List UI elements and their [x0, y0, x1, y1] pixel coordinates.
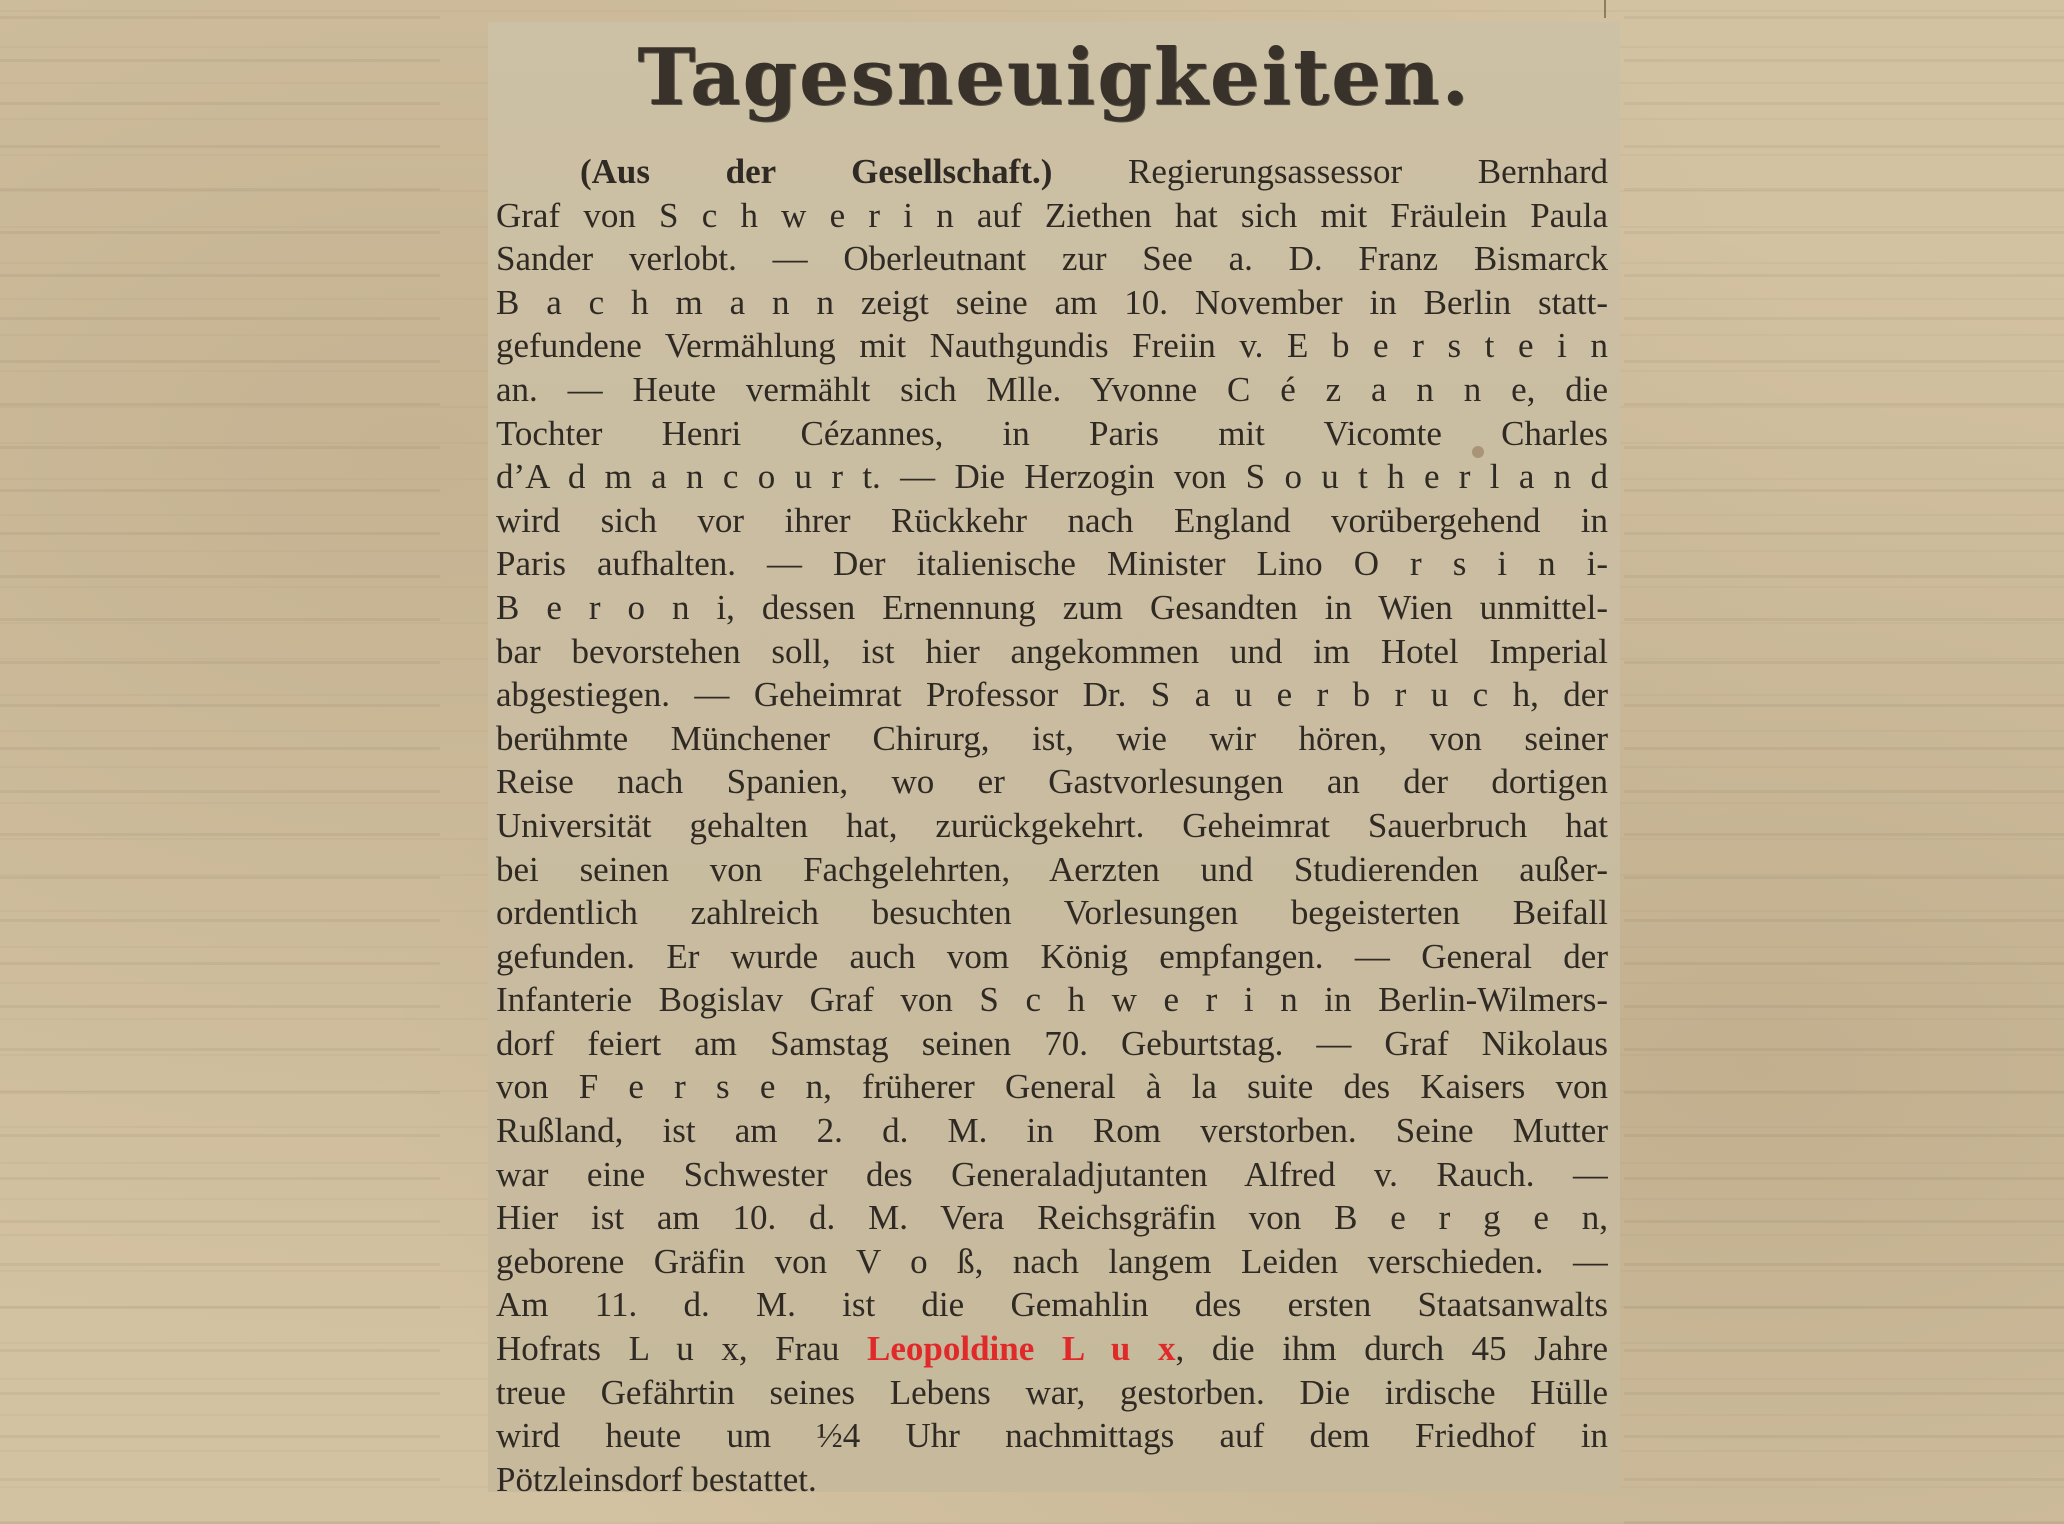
line-text: Am 11. d. M. ist die Gemahlin des ersten Staatsanwalts	[496, 1285, 1608, 1325]
text-line	[496, 499, 1608, 543]
text-line	[496, 542, 1608, 586]
text-line	[496, 804, 1608, 848]
text-line	[496, 848, 1608, 892]
text-line	[496, 1065, 1608, 1109]
text-line	[496, 194, 1608, 238]
text-line	[496, 1371, 1608, 1415]
line-text: Pötzleinsdorf bestattet.	[496, 1459, 817, 1499]
text-line	[496, 1414, 1608, 1458]
line-text: , die ihm durch 45 Jahre	[1175, 1329, 1608, 1369]
text-line	[496, 673, 1608, 717]
line-text: gefundene Vermählung mit Nauthgundis Freiin v. E b e r s t e i n	[496, 326, 1608, 366]
line-text: Reise nach Spanien, wo er Gastvorlesungen an der dortigen	[496, 762, 1608, 802]
line-text: B a c h m a n n zeigt seine am 10. November in Berlin statt-	[496, 282, 1608, 322]
article-body	[496, 150, 1608, 1501]
column-rule	[1604, 0, 1606, 18]
text-line	[496, 978, 1608, 1022]
line-text: B e r o n i, dessen Ernennung zum Gesandten in Wien unmittel-	[496, 587, 1608, 627]
highlighted-name: Leopoldine L u x	[867, 1329, 1176, 1369]
text-line	[496, 1109, 1608, 1153]
text-line	[496, 237, 1608, 281]
line-text: Universität gehalten hat, zurückgekehrt. Geheimrat Sauerbruch hat	[496, 805, 1608, 845]
line-text: Rußland, ist am 2. d. M. in Rom verstorben. Seine Mutter	[496, 1111, 1608, 1151]
text-line	[496, 717, 1608, 761]
line-text: gefunden. Er wurde auch vom König empfangen. — General der	[496, 936, 1608, 976]
line-text: ordentlich zahlreich besuchten Vorlesungen begeisterten Beifall	[496, 893, 1608, 933]
text-line	[496, 1283, 1608, 1327]
line-text: bei seinen von Fachgelehrten, Aerzten und Studierenden außer-	[496, 849, 1608, 889]
faded-adjacent-column-right	[1624, 0, 2064, 1524]
text-line	[496, 150, 1608, 194]
line-text: bar bevorstehen soll, ist hier angekommen und im Hotel Imperial	[496, 631, 1608, 671]
line-text: berühmte Münchener Chirurg, ist, wie wir hören, von seiner	[496, 718, 1608, 758]
text-line	[496, 455, 1608, 499]
text-line	[496, 935, 1608, 979]
faded-adjacent-column-left	[0, 0, 440, 1524]
line-prefix: Hofrats L u x, Frau	[496, 1329, 867, 1369]
line-text: Tochter Henri Cézannes, in Paris mit Vicomte Charles	[496, 413, 1608, 453]
line-text: Regierungsassessor Bernhard	[1052, 152, 1608, 191]
text-line	[496, 368, 1608, 412]
line-text: treue Gefährtin seines Lebens war, gestorben. Die irdische Hülle	[496, 1372, 1608, 1412]
line-text: abgestiegen. — Geheimrat Professor Dr. S a u e r b r u c h, der	[496, 675, 1608, 715]
text-line	[496, 1022, 1608, 1066]
line-text: Hier ist am 10. d. M. Vera Reichsgräfin von B e r g e n,	[496, 1198, 1608, 1238]
line-text: d’A d m a n c o u r t. — Die Herzogin von S o u t h e r l a n d	[496, 457, 1608, 497]
text-line	[496, 630, 1608, 674]
article-clipping	[488, 22, 1620, 1499]
line-text: dorf feiert am Samstag seinen 70. Geburtstag. — Graf Nikolaus	[496, 1023, 1608, 1063]
text-line	[496, 412, 1608, 456]
section-lead: (Aus der Gesellschaft.)	[580, 152, 1053, 191]
text-line	[496, 586, 1608, 630]
text-line	[496, 1327, 1608, 1371]
line-text: Sander verlobt. — Oberleutnant zur See a. D. Franz Bismarck	[496, 239, 1608, 279]
line-text: von F e r s e n, früherer General à la suite des Kaisers von	[496, 1067, 1608, 1107]
line-text: war eine Schwester des Generaladjutanten Alfred v. Rauch. —	[496, 1154, 1608, 1194]
line-text: Infanterie Bogislav Graf von S c h w e r i n in Berlin-Wilmers-	[496, 980, 1608, 1020]
article-heading: Tagesneuigkeiten.	[637, 32, 1471, 123]
text-line	[496, 1458, 1608, 1502]
text-line	[496, 1240, 1608, 1284]
text-line	[496, 281, 1608, 325]
line-text: geborene Gräfin von V o ß, nach langem Leiden verschieden. —	[496, 1241, 1608, 1281]
line-text: Graf von S c h w e r i n auf Ziethen hat sich mit Fräulein Paula	[496, 195, 1608, 235]
text-line	[496, 324, 1608, 368]
text-line	[496, 1153, 1608, 1197]
line-text: an. — Heute vermählt sich Mlle. Yvonne C é z a n n e, die	[496, 369, 1608, 409]
text-line	[496, 891, 1608, 935]
line-text: wird sich vor ihrer Rückkehr nach England vorübergehend in	[496, 500, 1608, 540]
line-text: wird heute um ½4 Uhr nachmittags auf dem Friedhof in	[496, 1416, 1608, 1456]
text-line	[496, 1196, 1608, 1240]
text-line	[496, 760, 1608, 804]
line-text: Paris aufhalten. — Der italienische Minister Lino O r s i n i-	[496, 544, 1608, 584]
